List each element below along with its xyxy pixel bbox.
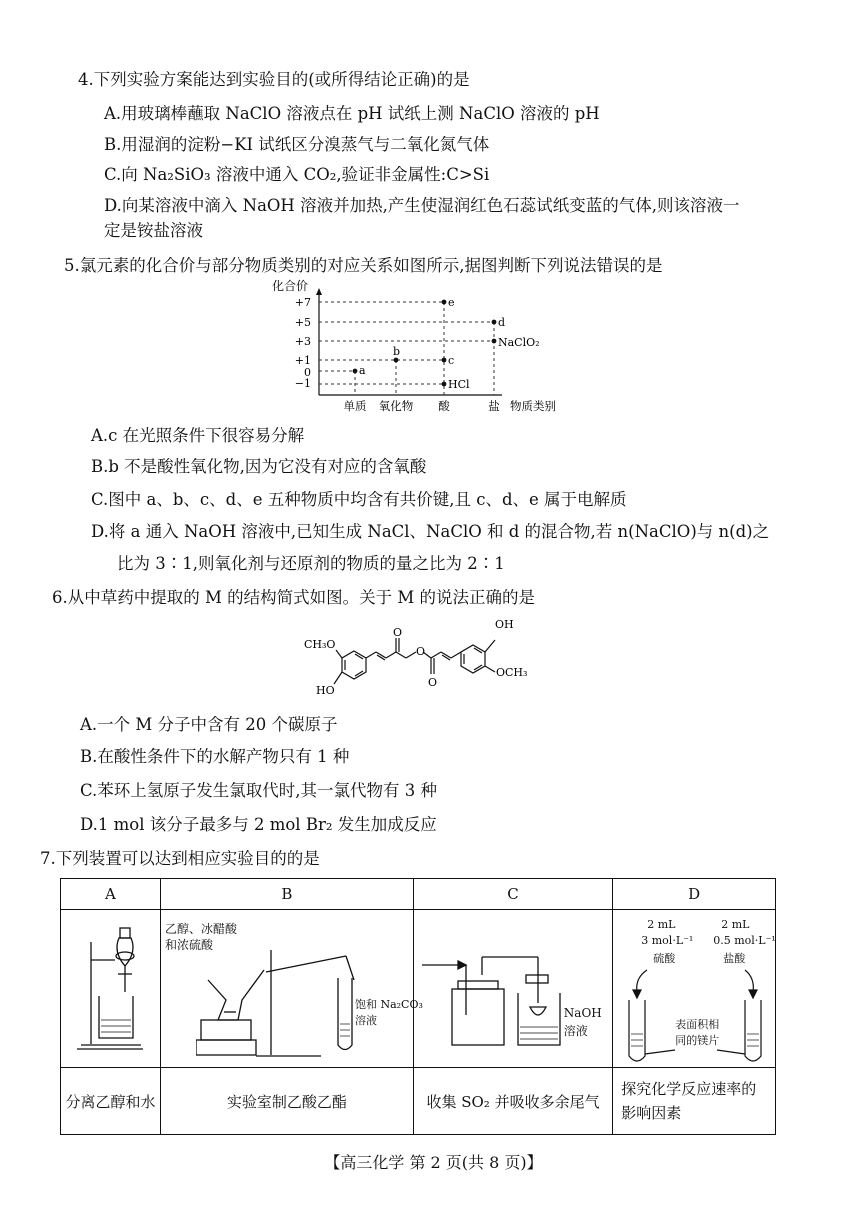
cat-acid: 酸 xyxy=(438,399,450,413)
b-reagents-label: 乙醇、冰醋酸 xyxy=(164,922,237,936)
x-axis-label: 物质类别 xyxy=(510,399,556,413)
point-a-label: a xyxy=(359,364,366,377)
cat-salt: 盐 xyxy=(488,399,500,413)
purpose-a: 分离乙醇和水 xyxy=(61,1068,161,1135)
d-vol-2: 2 mL xyxy=(721,918,750,931)
molecule-structure xyxy=(296,612,546,704)
point-d-label: d xyxy=(498,316,506,329)
purpose-b: 实验室制乙酸乙酯 xyxy=(160,1068,413,1135)
d-vol-1: 2 mL xyxy=(647,918,676,931)
q7-stem: 7.下列装置可以达到相应实验目的的是 xyxy=(40,849,320,868)
q6-option-c: C.苯环上氢原子发生氯取代时,其一氯代物有 3 种 xyxy=(80,781,438,800)
q4-option-d-cont: 定是铵盐溶液 xyxy=(104,221,203,240)
och3-left-label: CH₃O xyxy=(304,638,336,651)
separatory-funnel-diagram xyxy=(63,912,158,1062)
b-sat-label: 饱和 Na₂CO₃ xyxy=(354,998,423,1011)
q6-stem: 6.从中草药中提取的 M 的结构简式如图。关于 M 的说法正确的是 xyxy=(52,588,536,607)
oh-left-label: HO xyxy=(316,684,335,697)
ytick-0: 0 xyxy=(304,366,311,379)
q4-option-a: A.用玻璃棒蘸取 NaClO 溶液点在 pH 试纸上测 NaClO 溶液的 pH xyxy=(104,104,600,123)
cat-oxide: 氧化物 xyxy=(378,399,414,413)
d-conc-2: 0.5 mol·L⁻¹ xyxy=(713,934,776,947)
d-acid-1: 硫酸 xyxy=(653,952,676,965)
point-naclo2 xyxy=(492,339,497,344)
gas-collection-diagram xyxy=(418,945,568,1055)
y-axis-label: 化合价 xyxy=(272,279,309,293)
q5-stem: 5.氯元素的化合价与部分物质类别的对应关系如图所示,据图判断下列说法错误的是 xyxy=(64,256,663,275)
c-naoh-label-2: 溶液 xyxy=(563,1024,588,1038)
header-b: B xyxy=(160,879,413,910)
q6-option-b: B.在酸性条件下的水解产物只有 1 种 xyxy=(80,747,350,766)
point-b-label: b xyxy=(393,345,401,358)
purpose-d xyxy=(613,1068,776,1135)
d-acid-2: 盐酸 xyxy=(723,952,746,965)
d-mg-label: 表面积相 xyxy=(675,1018,720,1031)
q5-option-c: C.图中 a、b、c、d、e 五种物质中均含有共价键,且 c、d、e 属于电解质 xyxy=(91,490,627,509)
q4-stem: 4.下列实验方案能达到实验目的(或所得结论正确)的是 xyxy=(78,70,470,89)
purpose-d-line-2: 影响因素 xyxy=(621,1104,682,1122)
apparatus-c-cell xyxy=(413,910,612,1068)
q5-option-d: D.将 a 通入 NaOH 溶液中,已知生成 NaCl、NaClO 和 d 的混合物,若 n(NaClO)与 n(d)之 xyxy=(91,522,770,541)
header-d: D xyxy=(613,879,776,910)
ytick-p7: +7 xyxy=(294,296,311,309)
ytick-p3: +3 xyxy=(294,335,311,348)
header-a: A xyxy=(61,879,161,910)
d-conc-1: 3 mol·L⁻¹ xyxy=(641,934,694,947)
oh-right-label: OH xyxy=(495,618,514,631)
point-b xyxy=(394,358,399,363)
ester-co-label: O xyxy=(428,676,438,689)
point-e-label: e xyxy=(448,296,455,309)
purpose-c: 收集 SO₂ 并吸收多余尾气 xyxy=(413,1068,612,1135)
och3-right-label: OCH₃ xyxy=(496,666,528,679)
q5-option-d-cont: 比为 3∶1,则氧化剂与还原剂的物质的量之比为 2∶1 xyxy=(117,554,505,573)
q4-option-c: C.向 Na₂SiO₃ 溶液中通入 CO₂,验证非金属性:C>Si xyxy=(104,165,490,184)
page-footer: 【高三化学 第 2 页(共 8 页)】 xyxy=(324,1153,543,1172)
d-mg-label-2: 同的镁片 xyxy=(675,1034,720,1047)
q5-option-a: A.c 在光照条件下很容易分解 xyxy=(91,426,305,445)
q6-option-a: A.一个 M 分子中含有 20 个碳原子 xyxy=(80,715,338,734)
cat-elemental: 单质 xyxy=(343,399,367,413)
header-c: C xyxy=(413,879,612,910)
c-naoh-label: NaOH xyxy=(563,1006,602,1020)
valence-chart xyxy=(262,278,582,418)
ytick-m1: −1 xyxy=(294,377,311,390)
ketone-o-label: O xyxy=(393,626,403,639)
b-sat-label-2: 溶液 xyxy=(354,1014,377,1027)
point-hcl-label: HCl xyxy=(448,378,470,391)
point-hcl xyxy=(442,382,447,387)
ester-o-label: O xyxy=(416,645,426,658)
point-a xyxy=(353,369,358,374)
apparatus-b-cell xyxy=(160,910,423,1068)
ytick-p1: +1 xyxy=(294,354,311,367)
apparatus-d-cell xyxy=(613,910,776,1068)
point-c-label: c xyxy=(448,354,455,367)
reaction-rate-diagram xyxy=(617,962,773,1066)
q4-option-b: B.用湿润的淀粉−KI 试纸区分溴蒸气与二氧化氮气体 xyxy=(104,135,490,154)
apparatus-a-cell xyxy=(61,910,161,1068)
apparatus-table xyxy=(60,878,776,1135)
point-naclo2-label: NaClO₂ xyxy=(498,336,540,349)
ytick-p5: +5 xyxy=(294,316,311,329)
q5-option-b: B.b 不是酸性氧化物,因为它没有对应的含氧酸 xyxy=(91,457,427,476)
q6-option-d: D.1 mol 该分子最多与 2 mol Br₂ 发生加成反应 xyxy=(80,815,437,834)
point-c xyxy=(442,358,447,363)
q4-option-d: D.向某溶液中滴入 NaOH 溶液并加热,产生使湿润红色石蕊试纸变蓝的气体,则该溶液一 xyxy=(104,196,740,215)
point-d xyxy=(492,320,497,325)
point-e xyxy=(442,300,447,305)
b-reagents-label-2: 和浓硫酸 xyxy=(164,938,213,952)
purpose-d-line-1: 探究化学反应速率的 xyxy=(621,1080,757,1098)
